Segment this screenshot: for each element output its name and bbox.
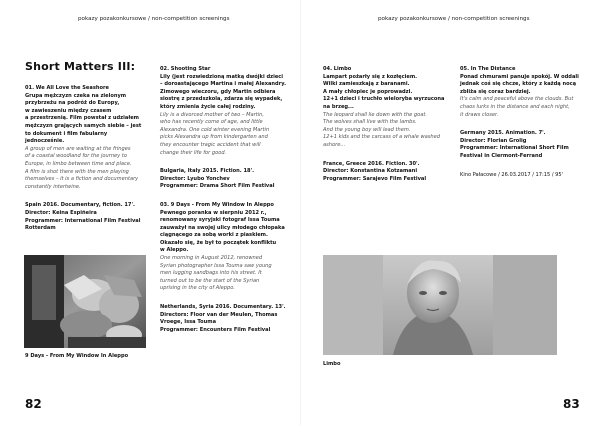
film2-heading: 02. Shooting Star	[160, 66, 211, 72]
film2-3-column	[160, 66, 288, 334]
film3-heading: 03. 9 Days - From My Window In Aleppo	[160, 201, 274, 208]
film2-synopsis-en: Lily is a divorced mother of two – Martin, who has recently come of age, and little Alexandra. One cold winter evening Martin picks Alexandra up from kindergarten and they encounter tragic accident that will change their life for good.	[160, 111, 270, 156]
film4-meta: France, Greece 2016. Fiction. 30'. Director: Konstantina Kotzamani Programmer: Sarajevo Film Festival	[323, 160, 427, 182]
page-number-right: 83	[563, 397, 580, 411]
film5-column	[460, 66, 585, 179]
film5-synopsis-pl: Ponad chmurami panuje spokój. W oddali jednak coś się chcze, który z każdą nocą zbliża się coraz bardziej.	[460, 73, 579, 95]
film5-heading: 05. In The Distance	[460, 66, 516, 72]
film4-synopsis-en: The leopard shall lie down with the goat. The wolves shall live with the lambs. And the young boy will lead them. 12+1 kids and the carcass of a whale washed ashore...	[323, 111, 441, 148]
page-gutter	[300, 0, 301, 425]
film1-column	[25, 85, 143, 233]
film5-synopsis-en: It's calm and peaceful above the clouds. But chaos lurks in the distance and each night, it draws closer.	[460, 96, 574, 118]
film3-meta: Netherlands, Syria 2016. Documentary. 13'. Directors: Floor van der Meulen, Thomas Vroege, Issa Touma Programmer: Encounters Film Festival	[160, 304, 286, 333]
film1-heading: 01. We All Love the Seashore	[25, 85, 109, 91]
screening-info: Kino Pałacowe / 26.03.2017 / 17:15 / 95'	[460, 171, 564, 178]
film4-column	[323, 66, 448, 183]
right-page-header: pokazy pozakonkursowe / non-competition screenings	[378, 16, 530, 22]
film2-synopsis-pl: Lily (jest rozwiedzioną matką dwójki dzieci – doroastającego Martina i małej Alexandry. Zimowego wieczoru, gdy Martin odbiera siostrę z przedszkola, zdarza się wypadek, który zmienia życie całej rodziny.	[160, 73, 286, 110]
film2-meta: Bulgaria, Italy 2015. Fiction. 18'. Director: Lyubo Yonchev Programmer: Drama Short Film Festival	[160, 168, 275, 190]
film5-meta: Germany 2015. Animation. 7'. Director: Florian Grolig Programmer: International Short Film Festival in Clermont-Ferrand	[460, 130, 569, 159]
film4-synopsis-pl: Lampart pożarły się z kozłęciem. Wilki zamieszkają z baranami. A mały chłopiec je poprowadzi. 12+1 dzieci i truchło wieloryba wyrzucona na brzeg...	[323, 73, 445, 110]
page-number-left: 82	[25, 397, 42, 411]
film1-meta: Spain 2016. Documentary, fiction. 17'. Director: Keina Espiñeira Programmer: International Film Festival Rotterdam	[25, 202, 141, 232]
aleppo-still-photo	[24, 255, 146, 348]
film1-synopsis-en: A group of men are waiting at the fringes of a coastal woodland for the journey to Europe, in limbo between time and place. A film is shot there with the men playing themselves – it is a fiction and documentary constantly intertwine.	[25, 145, 139, 190]
film3-synopsis-en: One morning in August 2012, renowned Syrian photographer Issa Touma saw young men lugging sandbags into his street. It turned out to be the start of the Syrian uprising in the city of Aleppo.	[160, 255, 272, 292]
caption-left: 9 Days - From My Window In Aleppo	[25, 353, 129, 359]
limbo-boy-photo	[323, 255, 557, 355]
film4-heading: 04. Limbo	[323, 66, 352, 72]
caption-right: Limbo	[323, 361, 341, 367]
film3-synopsis-pl: Pewnego poranka w sierpniu 2012 r., renomowany syryjski fotograf Issa Touma zauważył na swojej ulicy młodego chłopaka ciągnącego za sobą worki z piaskiem. Okazało się, że był to początek konfliktu w Aleppo.	[160, 209, 285, 254]
film1-synopsis-pl: Grupa mężczyzn czeka na zielonym przybrzeżu na podróż do Europy, w zawieszeniu między czasem a przestrzenią. Film powstał z udziałem mężczyzn grających samych siebie – jest to dokument i film fabularny jednocześnie.	[25, 92, 142, 145]
section-title: Short Matters III:	[25, 60, 136, 73]
left-page-header: pokazy pozakonkursowe / non-competition screenings	[78, 16, 230, 22]
